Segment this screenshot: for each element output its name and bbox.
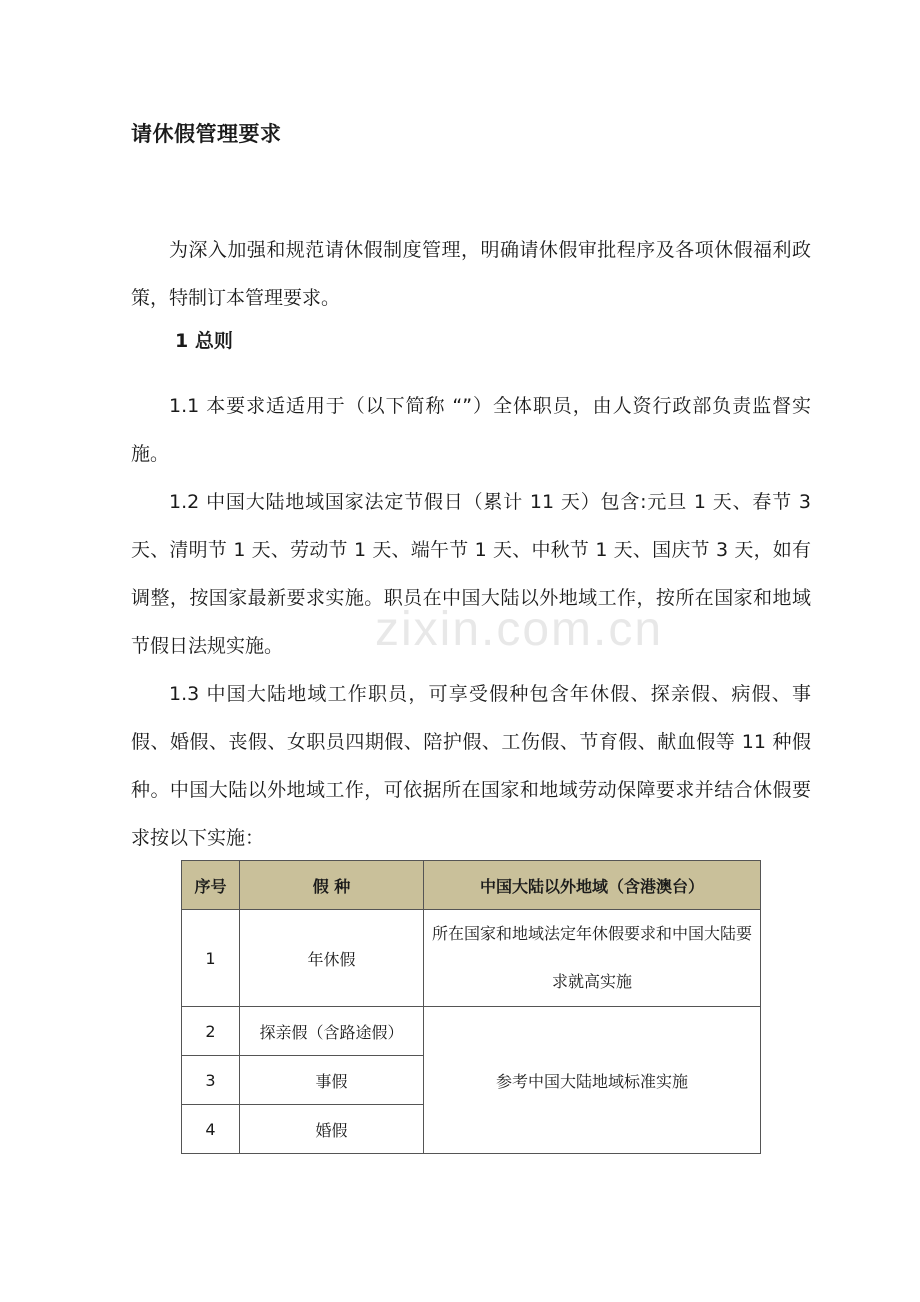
- row-number: 3: [182, 1056, 240, 1105]
- leave-type-table: [181, 860, 761, 1154]
- row-leave-type: 年休假: [240, 910, 424, 1007]
- row-rule-merged: 参考中国大陆地域标准实施: [424, 1007, 761, 1154]
- header-outside-mainland: 中国大陆以外地域（含港澳台）: [424, 861, 761, 910]
- table-header-row: [182, 861, 761, 910]
- row-number: 1: [182, 910, 240, 1007]
- row-leave-type: 婚假: [240, 1105, 424, 1154]
- row-leave-type: 事假: [240, 1056, 424, 1105]
- row-number: 4: [182, 1105, 240, 1154]
- paragraph-1-2: 1.2 中国大陆地域国家法定节假日（累计 11 天）包含:元旦 1 天、春节 3 天、清明节 1 天、劳动节 1 天、端午节 1 天、中秋节 1 天、国庆节 3 天，如有调整，按国家最新要求实施。职员在中国大陆以外地域工作，按所在国家和地域节假日法规实施。: [131, 491, 811, 657]
- intro-paragraph: 为深入加强和规范请休假制度管理，明确请休假审批程序及各项休假福利政策，特制订本管理要求。: [131, 239, 811, 309]
- header-number: 序号: [182, 861, 240, 910]
- watermark: zixin.com.cn: [375, 603, 664, 656]
- table-row: [182, 910, 761, 1007]
- table-row: [182, 1007, 761, 1056]
- row-number: 2: [182, 1007, 240, 1056]
- section-heading-general: 1 总则: [175, 330, 233, 352]
- row-leave-type: 探亲假（含路途假）: [240, 1007, 424, 1056]
- row-rule: 所在国家和地域法定年休假要求和中国大陆要求就高实施: [424, 910, 761, 1007]
- paragraph-1-1: 1.1 本要求适适用于（以下简称 “”）全体职员，由人资行政部负责监督实施。: [131, 395, 811, 465]
- paragraph-1-3: 1.3 中国大陆地域工作职员，可享受假种包含年休假、探亲假、病假、事假、婚假、丧假、女职员四期假、陪护假、工伤假、节育假、献血假等 11 种假种。中国大陆以外地域工作，可依据所在国家和地域劳动保障要求并结合休假要求按以下实施：: [131, 683, 811, 849]
- document-title: 请休假管理要求: [131, 122, 282, 146]
- header-leave-type: 假 种: [240, 861, 424, 910]
